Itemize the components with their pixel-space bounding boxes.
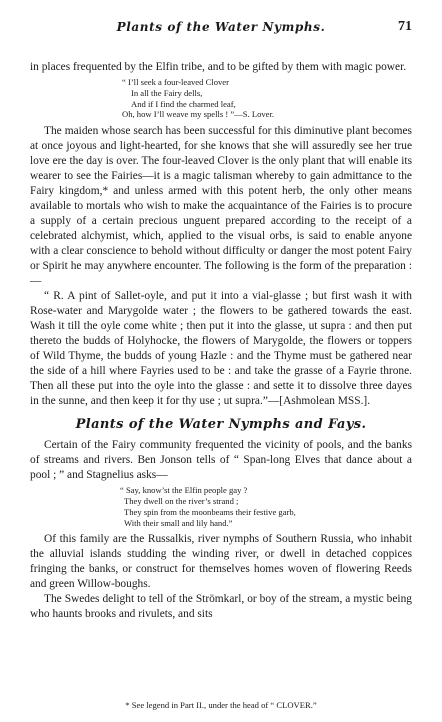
- verse-line: Oh, how I’ll weave my spells ! ”—S. Lover.: [122, 109, 275, 120]
- paragraph-water-fairies: Certain of the Fairy community frequented the vicinity of pools, and the banks of streams and rivers. Ben Jonson tells of “ Span-long Elves that dance about a pool ; ” and Stagnelius asks—: [30, 439, 412, 482]
- paragraph-stromkarl: The Swedes delight to tell of the Strömkarl, or boy of the stream, a mystic being who haunts brooks and rivulets, and sits: [30, 593, 412, 621]
- verse-lover: [30, 77, 412, 120]
- verse-line: “ Say, know’st the Elfin people gay ?: [120, 485, 248, 496]
- verse-line: And if I find the charmed leaf,: [131, 98, 236, 109]
- verse-line: “ I’ll seek a four-leaved Clover: [122, 77, 229, 87]
- section-heading: Plants of the Water Nymphs and Fays.: [75, 417, 367, 433]
- verse-line: With their small and lily hand.”: [124, 517, 233, 528]
- paragraph-russalkis: Of this family are the Russalkis, river nymphs of Southern Russia, who inhabit the alluvial islands studding the winding river, or dwell in detached coppices fringing the banks, or construct for themselves homes woven of flowering Reeds and green Willow-boughs.: [30, 533, 412, 591]
- verse-line: In all the Fairy dells,: [131, 87, 203, 98]
- page-body: [30, 60, 412, 622]
- verse-line: They dwell on the river’s strand ;: [124, 495, 239, 506]
- paragraph-four-leaved-clover: The maiden whose search has been successful for this diminutive plant becomes at once joyous and light-hearted, for she knows that she will assuredly see her true love ere the day is over. The four-leaved Clover is the only plant that will enable its wearer to see the Fairies—it is a magic talisman whereby to gain admittance to the Fairy kingdom,* and unless armed with this potent herb, the only other means available to mortals who wish to make the acquaintance of the Fairies is to procure a supply of a certain precious unguent prepared according to the receipt of a celebrated alchymist, which, applied to the visual orbs, is said to enable anyone with a clear conscience to behold without difficulty or danger the most potent Fairy or Spirit he may anywhere encounter. The following is the form of the preparation :—: [30, 125, 412, 288]
- page-number: 71: [398, 19, 412, 34]
- verse-line: They spin from the moonbeams their festive garb,: [124, 506, 296, 517]
- verse-stagnelius: [30, 485, 412, 528]
- footnote: * See legend in Part II., under the head of “ CLOVER.”: [125, 700, 317, 710]
- paragraph-recipe: “ R. A pint of Sallet-oyle, and put it into a vial-glasse ; but first wash it with Rose-water and Marygolde water ; the flowers to be gathered towards the east. Wash it till the oyle come white ; then put it into the glasse, ut supra : and then put thereto the budds of Holyhocke, the flowers of Marygolde, the flowers or toppers of Wild Thyme, the budds of young Hazle : and the Thyme must be gathered near the side of a hill where Fayries used to be : and take the grasse of a Fayrie throne. Then all these put into the oyle into the glasse : and sette it to dissolve three dayes in the sunne, and then keep it for thy use ; ut supra.”—[Ashmolean MSS.].: [30, 290, 412, 408]
- running-title: Plants of the Water Nymphs.: [116, 20, 326, 34]
- running-head: [0, 20, 442, 40]
- paragraph-continued: in places frequented by the Elfin tribe, and to be gifted by them with magic power.: [30, 61, 407, 73]
